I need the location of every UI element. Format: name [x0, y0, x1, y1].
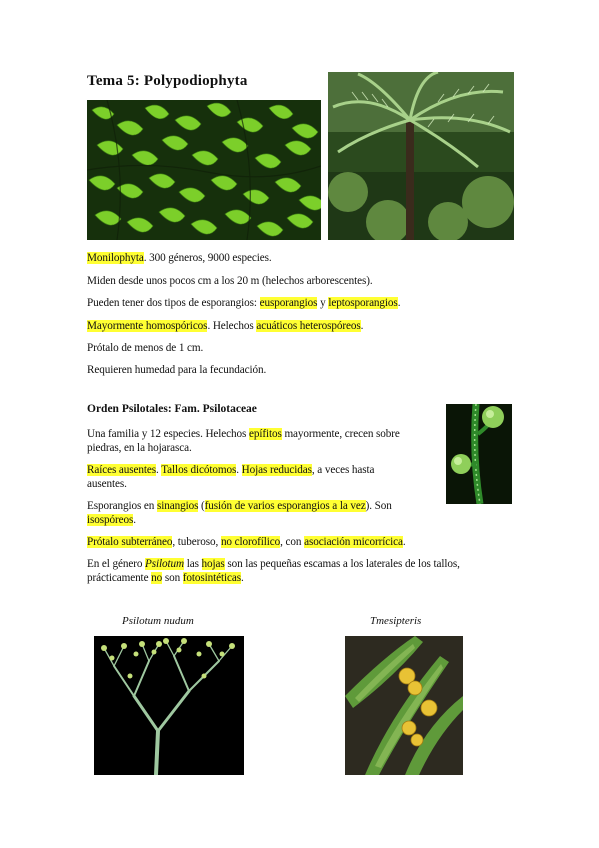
highlight: Monilophyta	[87, 252, 144, 264]
highlight: no clorofílico	[220, 536, 281, 548]
caption-tmesipteris: Tmesipteris	[370, 615, 422, 627]
highlight: sinangios	[156, 500, 199, 512]
paragraph-size: Miden desde unos pocos cm a los 20 m (helechos arborescentes).	[87, 275, 373, 287]
highlight: fotosintéticas	[182, 572, 242, 584]
paragraph-protalo: Prótalo de menos de 1 cm.	[87, 342, 204, 354]
highlight: fusión de varios esporangios a la vez	[204, 500, 366, 512]
highlight: Psilotum	[145, 558, 185, 570]
section-heading: Orden Psilotales: Fam. Psilotaceae	[87, 403, 257, 415]
highlight: Prótalo subterráneo	[87, 536, 173, 548]
psilotum-sporangia-photo	[446, 404, 512, 504]
highlight: Hojas reducidas	[241, 464, 312, 476]
paragraph-sporangia: Pueden tener dos tipos de esporangios: eusporangios y leptosporangios.	[87, 297, 401, 309]
paragraph-monilophyta: Monilophyta. 300 géneros, 9000 especies.	[87, 252, 272, 264]
tmesipteris-photo	[345, 636, 463, 775]
caption-psilotum-nudum: Psilotum nudum	[122, 615, 194, 627]
paragraph-psilotum: En el género Psilotum las hojas son las pequeñas escamas a los laterales de los tallos, prácticamente no son fotosintéticas.	[87, 558, 460, 584]
page-title: Tema 5: Polypodiophyta	[87, 73, 248, 89]
paragraph-family: Una familia y 12 especies. Helechos epífitos mayormente, crecen sobre piedras, en la hojarasca.	[87, 428, 400, 454]
highlight: asociación micorrícica	[304, 536, 403, 548]
psilotum-nudum-photo	[94, 636, 244, 775]
paragraph-homosporic: Mayormente homospóricos. Helechos acuáticos heterospóreos.	[87, 320, 364, 332]
highlight: leptosporangios	[328, 297, 398, 309]
highlight: hojas	[201, 558, 225, 570]
highlight: acuáticos heterospóreos	[256, 320, 361, 332]
highlight: eusporangios	[259, 297, 318, 309]
highlight: isospóreos	[87, 514, 134, 526]
maidenhair-fern-photo	[87, 100, 321, 240]
paragraph-roots: Raíces ausentes. Tallos dicótomos. Hojas reducidas, a veces hasta ausentes.	[87, 464, 375, 490]
highlight: Mayormente homospóricos	[87, 320, 208, 332]
paragraph-protalo-subterraneo: Prótalo subterráneo, tuberoso, no clorofílico, con asociación micorrícica.	[87, 536, 406, 548]
highlight: epífitos	[248, 428, 282, 440]
paragraph-sinangios: Esporangios en sinangios (fusión de varios esporangios a la vez). Son isospóreos.	[87, 500, 392, 526]
highlight: Tallos dicótomos	[161, 464, 237, 476]
tree-fern-photo	[328, 72, 514, 240]
highlight: no	[151, 572, 163, 584]
paragraph-humidity: Requieren humedad para la fecundación.	[87, 364, 267, 376]
highlight: Raíces ausentes	[87, 464, 157, 476]
